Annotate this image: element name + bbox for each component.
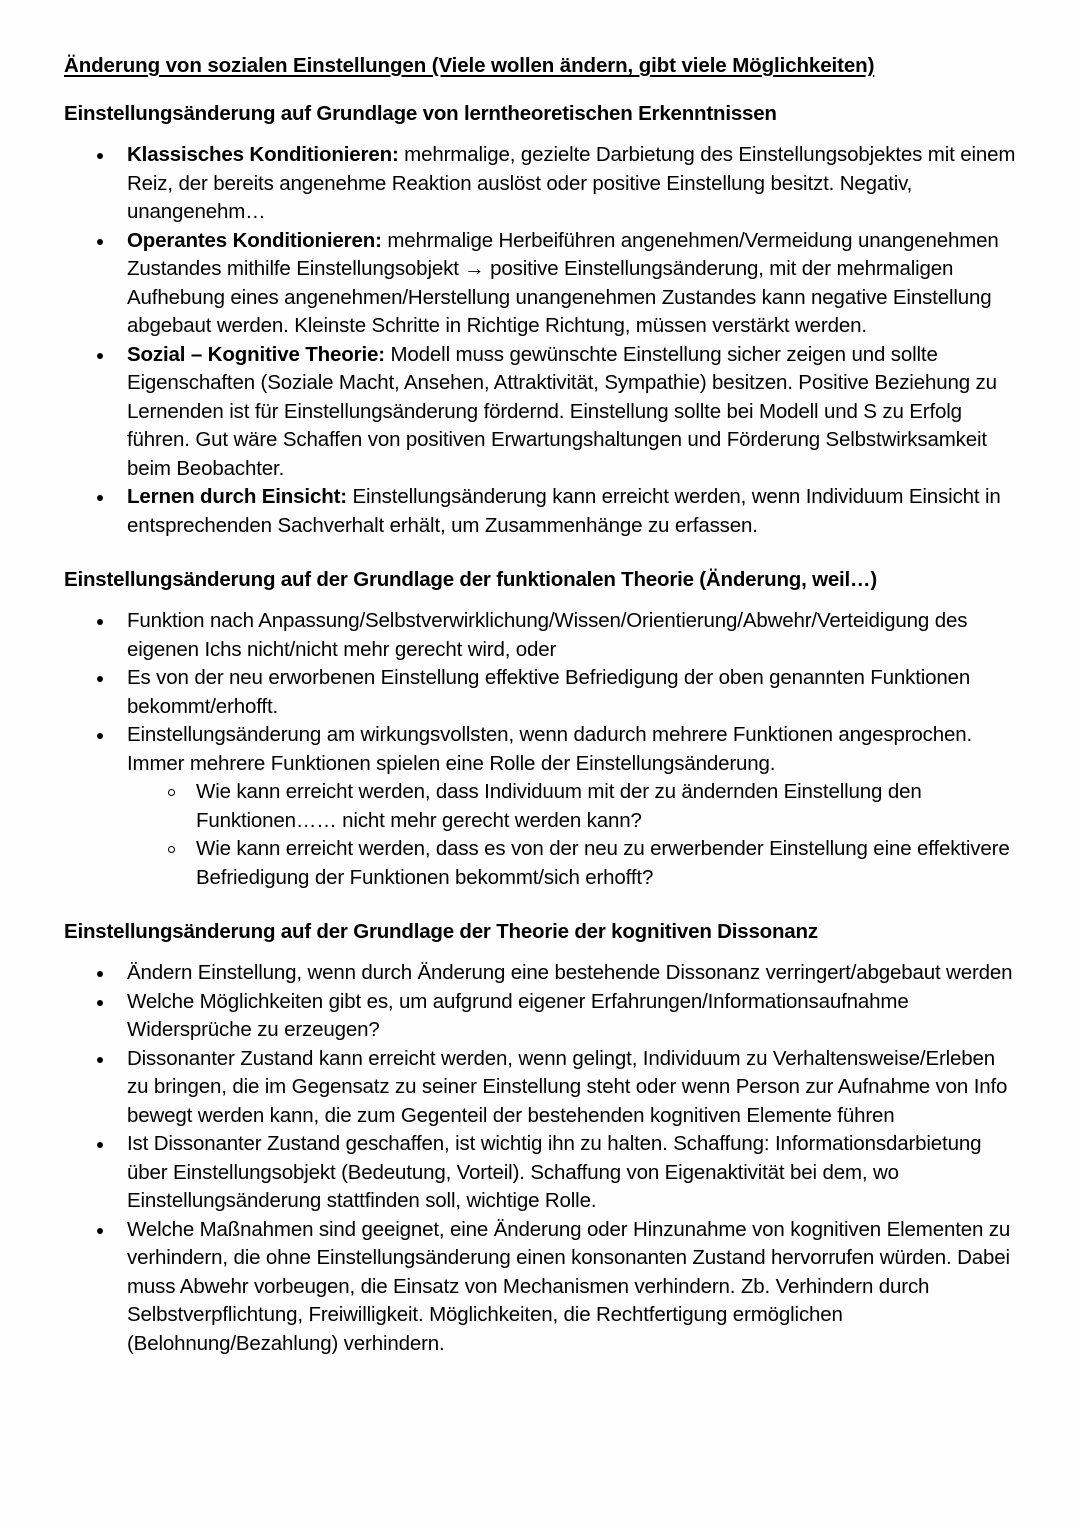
bullet-list (64, 959, 1016, 1358)
document-section (64, 918, 1016, 1358)
bullet-list (64, 607, 1016, 892)
list-item-text: Einstellungsänderung kann erreicht werden, wenn Individuum Einsicht in entsprechenden Sachverhalt erhält, um Zusammenhänge zu erfassen. (127, 485, 1001, 537)
list-item-lead: Lernen durch Einsicht: (127, 485, 347, 508)
list-item-text: Welche Maßnahmen sind geeignet, eine Änderung oder Hinzunahme von kognitiven Elementen zu verhindern, die ohne Einstellungsänderung einen konsonanten Zustand hervorrufen würden. Dabei muss Abwehr vorbeugen, die Einsatz von Mechanismen verhindern. Zb. Verhindern durch Selbstverpflichtung, Freiwilligkeit. Möglichkeiten, die Rechtfertigung ermöglichen (Belohnung/Bezahlung) verhindern. (127, 1217, 1011, 1355)
list-item-text: Funktion nach Anpassung/Selbstverwirklichung/Wissen/Orientierung/Abwehr/Verteidigung des eigenen Ichs nicht/nicht mehr gerecht wird, oder (127, 609, 968, 661)
list-item (64, 1130, 1016, 1216)
list-item (64, 1045, 1016, 1131)
list-item-text: Welche Möglichkeiten gibt es, um aufgrund eigener Erfahrungen/Informationsaufnahme Widersprüche zu erzeugen? (127, 989, 909, 1041)
list-item (64, 483, 1016, 540)
document-body (64, 100, 1016, 1358)
list-item-text: mehrmalige Herbeiführen angenehmen/Vermeidung unangenehmen Zustandes mithilfe Einstellungsobjekt → positive Einstellungsänderung, mit der mehrmaligen Aufhebung eines angenehmen/Herstellung unangenehmen Zustandes kann negative Einstellung abgebaut werden. Kleinste Schritte in Richtige Richtung, müssen verstärkt werden. (127, 228, 999, 337)
list-item (64, 141, 1016, 227)
list-item (64, 607, 1016, 664)
list-item-lead: Sozial – Kognitive Theorie: (127, 342, 385, 366)
list-item-text: Ändern Einstellung, wenn durch Änderung eine bestehende Dissonanz verringert/abgebaut werden (127, 961, 1013, 984)
page-title: Änderung von sozialen Einstellungen (Viele wollen ändern, gibt viele Möglichkeiten) (64, 54, 875, 77)
list-item-text: Ist Dissonanter Zustand geschaffen, ist wichtig ihn zu halten. Schaffung: Informationsdarbietung über Einstellungsobjekt (Bedeutung, Vorteil). Schaffung von Eigenaktivität bei dem, wo Einstellungsänderung stattfinden soll, wichtige Rolle. (127, 1132, 982, 1212)
list-item (64, 227, 1016, 341)
list-item (64, 341, 1016, 484)
sub-list-item: Wie kann erreicht werden, dass Individuum mit der zu ändernden Einstellung den Funktionen…… nicht mehr gerecht werden kann? (127, 778, 1016, 835)
section-heading: Einstellungsänderung auf der Grundlage der Theorie der kognitiven Dissonanz (64, 920, 818, 943)
list-item-text: Dissonanter Zustand kann erreicht werden, wenn gelingt, Individuum zu Verhaltensweise/Erleben zu bringen, die im Gegensatz zu seiner Einstellung steht oder wenn Person zur Aufnahme von Info bewegt werden kann, die zum Gegenteil der bestehenden kognitiven Elemente führen (127, 1046, 1008, 1127)
section-heading: Einstellungsänderung auf Grundlage von lerntheoretischen Erkenntnissen (64, 102, 777, 125)
list-item-text: mehrmalige, gezielte Darbietung des Einstellungsobjektes mit einem Reiz, der bereits angenehme Reaktion auslöst oder positive Einstellung besitzt. Negativ, unangenehm… (127, 143, 1016, 223)
list-item (64, 1216, 1016, 1359)
document-section (64, 566, 1016, 892)
list-item (64, 959, 1016, 988)
sub-list-item: Wie kann erreicht werden, dass es von der neu zu erwerbender Einstellung eine effektivere Befriedigung der Funktionen bekommt/sich erhofft? (127, 835, 1016, 892)
list-item (64, 721, 1016, 892)
list-item-text: Modell muss gewünschte Einstellung sicher zeigen und sollte Eigenschaften (Soziale Macht, Ansehen, Attraktivität, Sympathie) besitzen. Positive Beziehung zu Lernenden ist für Einstellungsänderung fördernd. Einstellung sollte bei Modell und S zu Erfolg führen. Gut wäre Schaffen von positiven Erwartungshaltungen und Förderung Selbstwirksamkeit beim Beobachter. (127, 342, 997, 480)
list-item-text: Einstellungsänderung am wirkungsvollsten, wenn dadurch mehrere Funktionen angesprochen. Immer mehrere Funktionen spielen eine Rolle der Einstellungsänderung. (127, 723, 973, 775)
list-item-lead: Klassisches Konditionieren: (127, 143, 399, 166)
document-section (64, 100, 1016, 540)
list-item (64, 664, 1016, 721)
list-item-text: Es von der neu erworbenen Einstellung effektive Befriedigung der oben genannten Funktionen bekommt/erhofft. (127, 666, 971, 718)
sub-bullet-list (127, 778, 1016, 892)
section-heading: Einstellungsänderung auf der Grundlage der funktionalen Theorie (Änderung, weil…) (64, 568, 877, 591)
bullet-list (64, 141, 1016, 540)
list-item (64, 988, 1016, 1045)
list-item-lead: Operantes Konditionieren: (127, 228, 382, 252)
